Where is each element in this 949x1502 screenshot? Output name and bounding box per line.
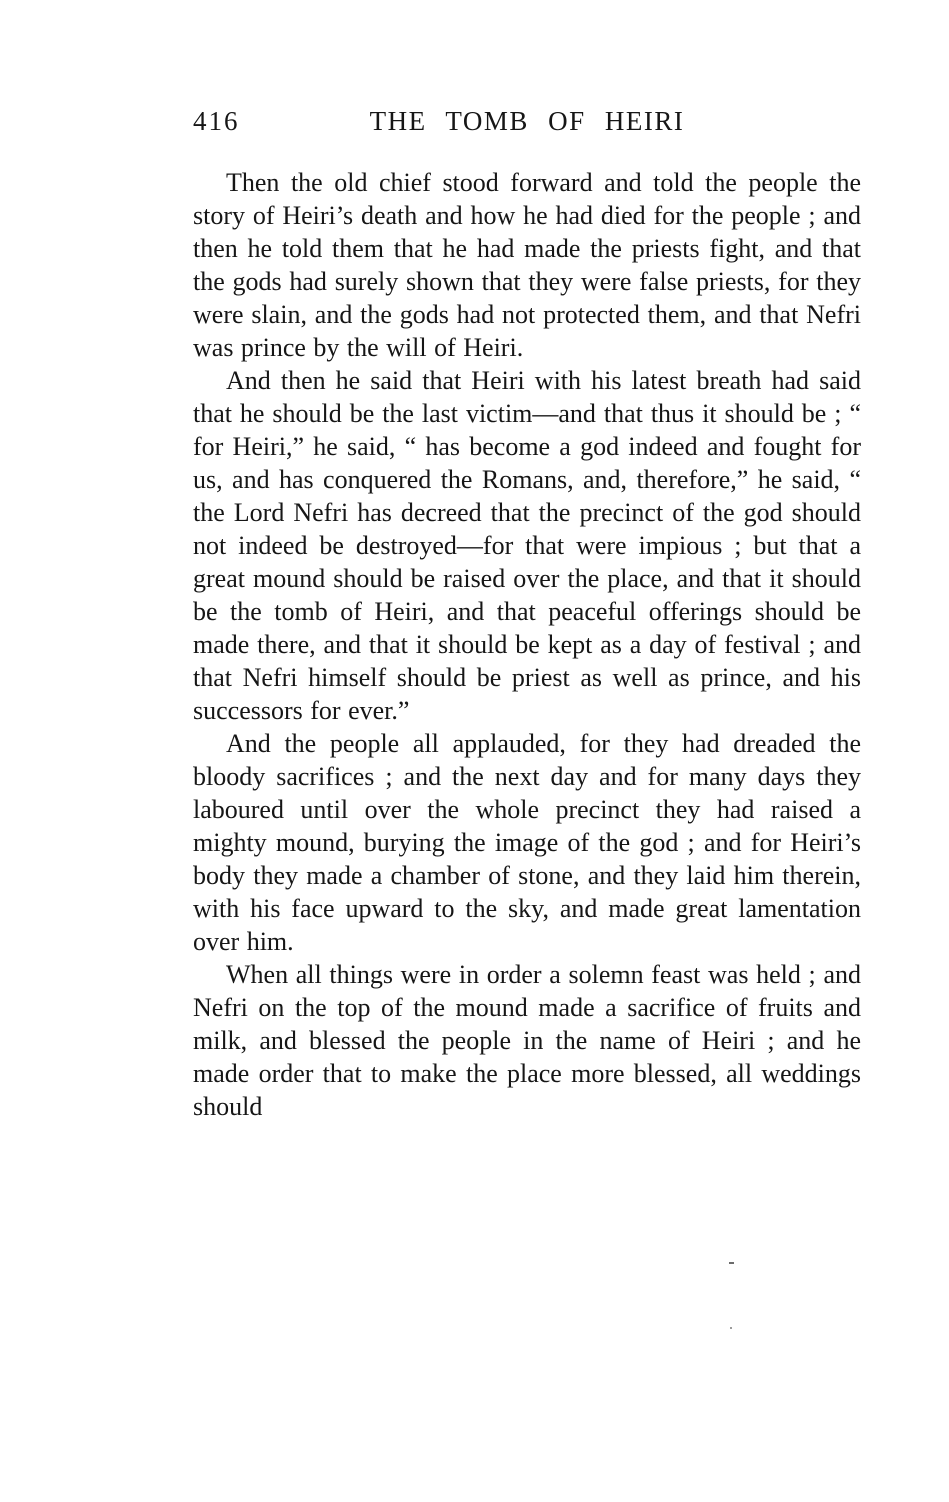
body-text-block — [193, 166, 861, 1123]
paragraph-2: And then he said that Heiri with his latest breath had said that he should be the last victim—and that thus it should be ; “ for Heiri,” he said, “ has become a god indeed and fought for us, and has conquered the Romans, and, therefore,” he said, “ the Lord Nefri has decreed that the precinct of the god should not indeed be destroyed—for that were impious ; but that a great mound should be raised over the place, and that it should be the tomb of Heiri, and that peaceful offerings should be made there, and that it should be kept as a day of festival ; and that Nefri himself should be priest as well as prince, and his successors for ever.” — [193, 366, 861, 725]
page-number: 416 — [193, 106, 240, 136]
running-title: THE TOMB OF HEIRI — [369, 106, 685, 136]
scan-speck — [729, 1262, 734, 1264]
page-header — [193, 106, 861, 142]
paragraph-3: And the people all applauded, for they had dreaded the bloody sacrifices ; and the next day and for many days they laboured until over the whole precinct they had raised a mighty mound, burying the image of the god ; and for Heiri’s body they made a chamber of stone, and they laid him therein, with his face upward to the sky, and made great lamentation over him. — [193, 729, 861, 956]
scan-speck — [730, 1327, 732, 1329]
paragraph-4: When all things were in order a solemn feast was held ; and Nefri on the top of the mound made a sacrifice of fruits and milk, and blessed the people in the name of Heiri ; and he made order that to make the place more blessed, all weddings should — [193, 960, 861, 1121]
paragraph-1: Then the old chief stood forward and told the people the story of Heiri’s death and how he had died for the people ; and then he told them that he had made the priests fight, and that the gods had surely shown that they were false priests, for they were slain, and the gods had not protected them, and that Nefri was prince by the will of Heiri. — [193, 168, 861, 362]
